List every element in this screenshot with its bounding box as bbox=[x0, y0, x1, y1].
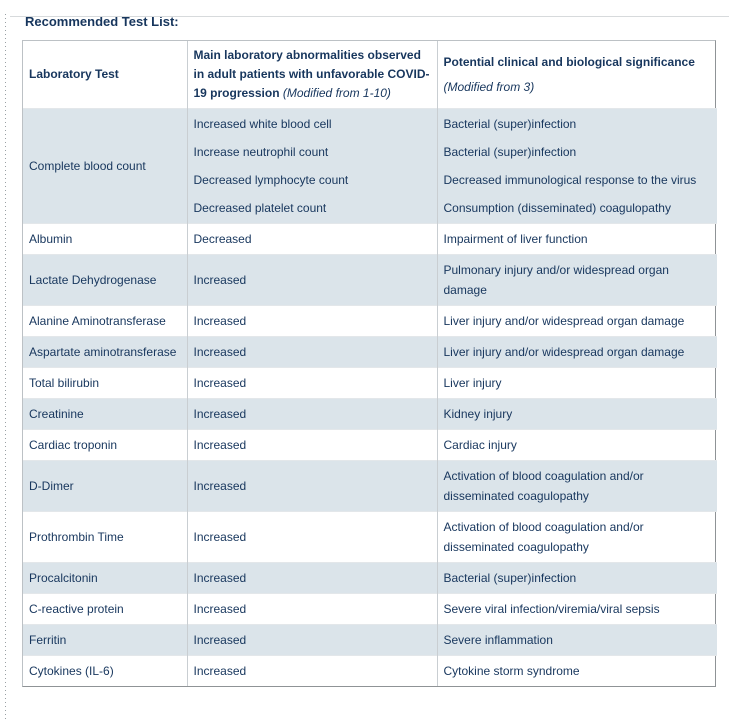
laboratory-test-name: Alanine Aminotransferase bbox=[29, 314, 166, 328]
significance-cell bbox=[437, 399, 717, 430]
laboratory-test-cell bbox=[23, 512, 187, 563]
laboratory-test-name: Cardiac troponin bbox=[29, 438, 118, 452]
laboratory-test-cell bbox=[23, 109, 187, 224]
table-row bbox=[23, 656, 717, 687]
significance-text: Severe inflammation bbox=[443, 633, 553, 647]
abnormalities-cell bbox=[187, 399, 437, 430]
table-row bbox=[23, 109, 717, 224]
significance-text: Liver injury and/or widespread organ damage bbox=[443, 345, 685, 359]
col-header-abnormalities bbox=[187, 41, 437, 109]
significance-cell bbox=[437, 461, 717, 512]
significance-cell bbox=[437, 512, 717, 563]
abnormalities-cell bbox=[187, 512, 437, 563]
laboratory-test-name: Lactate Dehydrogenase bbox=[29, 273, 157, 287]
laboratory-test-cell bbox=[23, 337, 187, 368]
significance-cell bbox=[437, 255, 717, 306]
col-header-significance bbox=[437, 41, 717, 109]
laboratory-test-name: Total bilirubin bbox=[29, 376, 100, 390]
abnormalities-cell bbox=[187, 625, 437, 656]
abnormality-text: Increased bbox=[193, 273, 247, 287]
col-header-laboratory-test bbox=[23, 41, 187, 109]
laboratory-test-name: Procalcitonin bbox=[29, 571, 98, 585]
abnormality-text: Increased bbox=[193, 664, 247, 678]
abnormality-text: Increased bbox=[193, 571, 247, 585]
laboratory-test-name: Complete blood count bbox=[29, 159, 146, 173]
col-header-text: Laboratory Test bbox=[29, 67, 119, 81]
laboratory-test-cell bbox=[23, 563, 187, 594]
section-title: Recommended Test List: bbox=[25, 14, 179, 29]
left-dotted-rule bbox=[5, 14, 6, 721]
abnormalities-cell bbox=[187, 656, 437, 687]
laboratory-test-cell bbox=[23, 430, 187, 461]
laboratory-test-name: Ferritin bbox=[29, 633, 67, 647]
significance-cell bbox=[437, 625, 717, 656]
table-header-row bbox=[23, 41, 717, 109]
significance-text: Kidney injury bbox=[443, 407, 513, 421]
table-row bbox=[23, 461, 717, 512]
abnormality-text: Increase neutrophil count bbox=[193, 145, 329, 159]
abnormality-text: Increased bbox=[193, 438, 247, 452]
abnormalities-cell bbox=[187, 430, 437, 461]
significance-text: Activation of blood coagulation and/or disseminated coagulopathy bbox=[443, 469, 644, 503]
table-row bbox=[23, 625, 717, 656]
abnormalities-cell bbox=[187, 594, 437, 625]
significance-text: Cytokine storm syndrome bbox=[443, 664, 580, 678]
table-border-frame bbox=[22, 40, 716, 687]
laboratory-test-name: Aspartate aminotransferase bbox=[29, 345, 177, 359]
table-body bbox=[23, 109, 717, 687]
laboratory-test-cell bbox=[23, 255, 187, 306]
table-row bbox=[23, 563, 717, 594]
col-header-text bbox=[444, 53, 712, 72]
laboratory-test-name: Creatinine bbox=[29, 407, 84, 421]
abnormalities-cell bbox=[187, 255, 437, 306]
abnormality-text: Increased bbox=[193, 314, 247, 328]
significance-text: Bacterial (super)infection bbox=[443, 145, 577, 159]
col-header-text bbox=[194, 46, 431, 103]
abnormality-text: Increased white blood cell bbox=[193, 117, 332, 131]
laboratory-test-name: D-Dimer bbox=[29, 479, 74, 493]
table-row bbox=[23, 512, 717, 563]
abnormality-text: Increased bbox=[193, 407, 247, 421]
table-row bbox=[23, 430, 717, 461]
laboratory-test-cell bbox=[23, 594, 187, 625]
recommended-test-table bbox=[23, 41, 717, 686]
laboratory-test-cell bbox=[23, 461, 187, 512]
abnormalities-cell bbox=[187, 109, 437, 224]
abnormality-text: Increased bbox=[193, 633, 247, 647]
laboratory-test-cell bbox=[23, 224, 187, 255]
significance-cell bbox=[437, 430, 717, 461]
laboratory-test-name: Cytokines (IL-6) bbox=[29, 664, 114, 678]
abnormality-text: Increased bbox=[193, 602, 247, 616]
abnormalities-cell bbox=[187, 563, 437, 594]
significance-cell bbox=[437, 656, 717, 687]
significance-text: Impairment of liver function bbox=[443, 232, 588, 246]
table-row bbox=[23, 306, 717, 337]
abnormality-text: Decreased platelet count bbox=[193, 201, 327, 215]
col-header-bold-text: Main laboratory abnormalities observed in adult patients with unfavorable COVID-19 progression bbox=[193, 48, 430, 100]
significance-cell bbox=[437, 306, 717, 337]
significance-text: Consumption (disseminated) coagulopathy bbox=[443, 201, 671, 215]
abnormalities-cell bbox=[187, 461, 437, 512]
abnormality-text: Increased bbox=[193, 530, 247, 544]
significance-text: Bacterial (super)infection bbox=[443, 117, 577, 131]
abnormality-text: Decreased bbox=[193, 232, 252, 246]
table-row bbox=[23, 255, 717, 306]
top-rule bbox=[10, 16, 729, 17]
abnormalities-cell bbox=[187, 368, 437, 399]
abnormalities-cell bbox=[187, 224, 437, 255]
significance-text: Liver injury bbox=[443, 376, 502, 390]
laboratory-test-cell bbox=[23, 399, 187, 430]
table-row bbox=[23, 224, 717, 255]
significance-text: Bacterial (super)infection bbox=[443, 571, 577, 585]
abnormality-text: Increased bbox=[193, 376, 247, 390]
col-header-citation bbox=[444, 78, 712, 97]
laboratory-test-cell bbox=[23, 625, 187, 656]
significance-text: Decreased immunological response to the virus bbox=[443, 173, 697, 187]
laboratory-test-cell bbox=[23, 368, 187, 399]
laboratory-test-name: C-reactive protein bbox=[29, 602, 124, 616]
significance-cell bbox=[437, 563, 717, 594]
col-header-bold-text: Potential clinical and biological significance bbox=[443, 54, 695, 69]
table-row bbox=[23, 594, 717, 625]
table-row bbox=[23, 399, 717, 430]
significance-text: Activation of blood coagulation and/or disseminated coagulopathy bbox=[443, 520, 644, 554]
col-header-citation: (Modified from 1-10) bbox=[282, 86, 391, 100]
table-row bbox=[23, 337, 717, 368]
significance-text: Cardiac injury bbox=[443, 438, 517, 452]
significance-cell bbox=[437, 337, 717, 368]
abnormality-text: Decreased lymphocyte count bbox=[193, 173, 349, 187]
table-row bbox=[23, 368, 717, 399]
significance-cell bbox=[437, 224, 717, 255]
significance-text: Liver injury and/or widespread organ damage bbox=[443, 314, 685, 328]
abnormality-text: Increased bbox=[193, 345, 247, 359]
significance-text: Pulmonary injury and/or widespread organ damage bbox=[443, 263, 669, 297]
significance-cell bbox=[437, 594, 717, 625]
col-header-citation-text: (Modified from 3) bbox=[443, 79, 535, 94]
significance-cell bbox=[437, 368, 717, 399]
laboratory-test-name: Prothrombin Time bbox=[29, 530, 124, 544]
significance-text: Severe viral infection/viremia/viral sepsis bbox=[443, 602, 660, 616]
abnormalities-cell bbox=[187, 306, 437, 337]
laboratory-test-cell bbox=[23, 656, 187, 687]
laboratory-test-cell bbox=[23, 306, 187, 337]
abnormality-text: Increased bbox=[193, 479, 247, 493]
laboratory-test-name: Albumin bbox=[29, 232, 73, 246]
abnormalities-cell bbox=[187, 337, 437, 368]
significance-cell bbox=[437, 109, 717, 224]
